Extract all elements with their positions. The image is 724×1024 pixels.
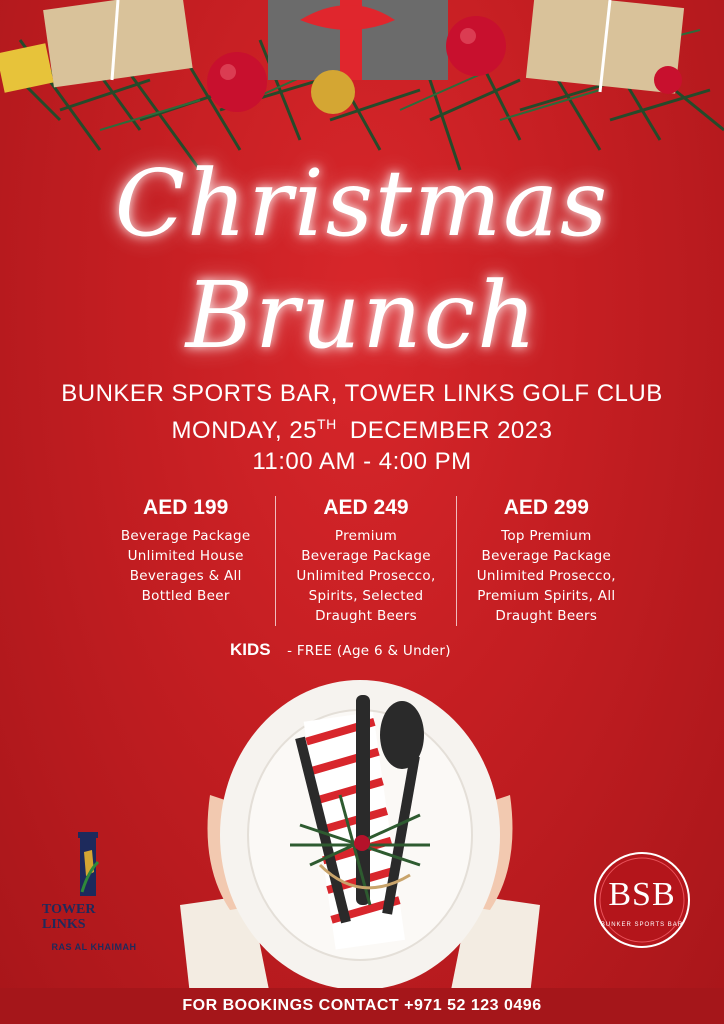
date-ordinal: TH <box>317 416 337 432</box>
plate-cutlery-icon <box>170 665 550 995</box>
package-199 <box>96 496 275 626</box>
bsb-mark: BSB <box>608 876 676 913</box>
package-price: AED 299 <box>503 496 589 519</box>
package-price: AED 199 <box>143 496 229 519</box>
date-prefix: MONDAY, 25 <box>171 417 318 444</box>
package-249 <box>275 496 455 626</box>
package-list <box>96 496 636 626</box>
bsb-subtitle: BUNKER SPORTS BAR <box>600 922 684 928</box>
event-date <box>0 416 724 445</box>
tower-links-location: RAS AL KHAIMAH <box>51 942 137 952</box>
venue-text: BUNKER SPORTS BAR, TOWER LINKS GOLF CLUB <box>61 380 663 407</box>
kids-pricing <box>230 640 530 660</box>
kids-note: - FREE (Age 6 & Under) <box>287 643 451 659</box>
package-price: AED 249 <box>323 496 409 519</box>
tower-links-logo-icon <box>36 832 152 902</box>
booking-contact-footer: FOR BOOKINGS CONTACT +971 52 123 0496 <box>0 988 724 1024</box>
package-299 <box>456 496 636 626</box>
package-description: Premium Beverage Package Unlimited Prosecco, Spirits, Selected Draught Beers <box>296 528 436 624</box>
bsb-logo <box>592 850 692 950</box>
package-description: Beverage Package Unlimited House Beverages & All Bottled Beer <box>120 528 251 604</box>
title-line-brunch: Brunch <box>185 262 539 369</box>
package-description: Top Premium Beverage Package Unlimited Prosecco, Premium Spirits, All Draught Beers <box>476 528 616 624</box>
date-rest: DECEMBER 2023 <box>349 417 553 444</box>
tower-links-logo <box>36 832 152 962</box>
event-time: 11:00 AM - 4:00 PM <box>252 448 472 475</box>
tower-links-name: TOWER LINKS <box>42 902 96 932</box>
title-line-christmas: Christmas <box>114 150 610 257</box>
kids-label: KIDS <box>230 640 271 659</box>
